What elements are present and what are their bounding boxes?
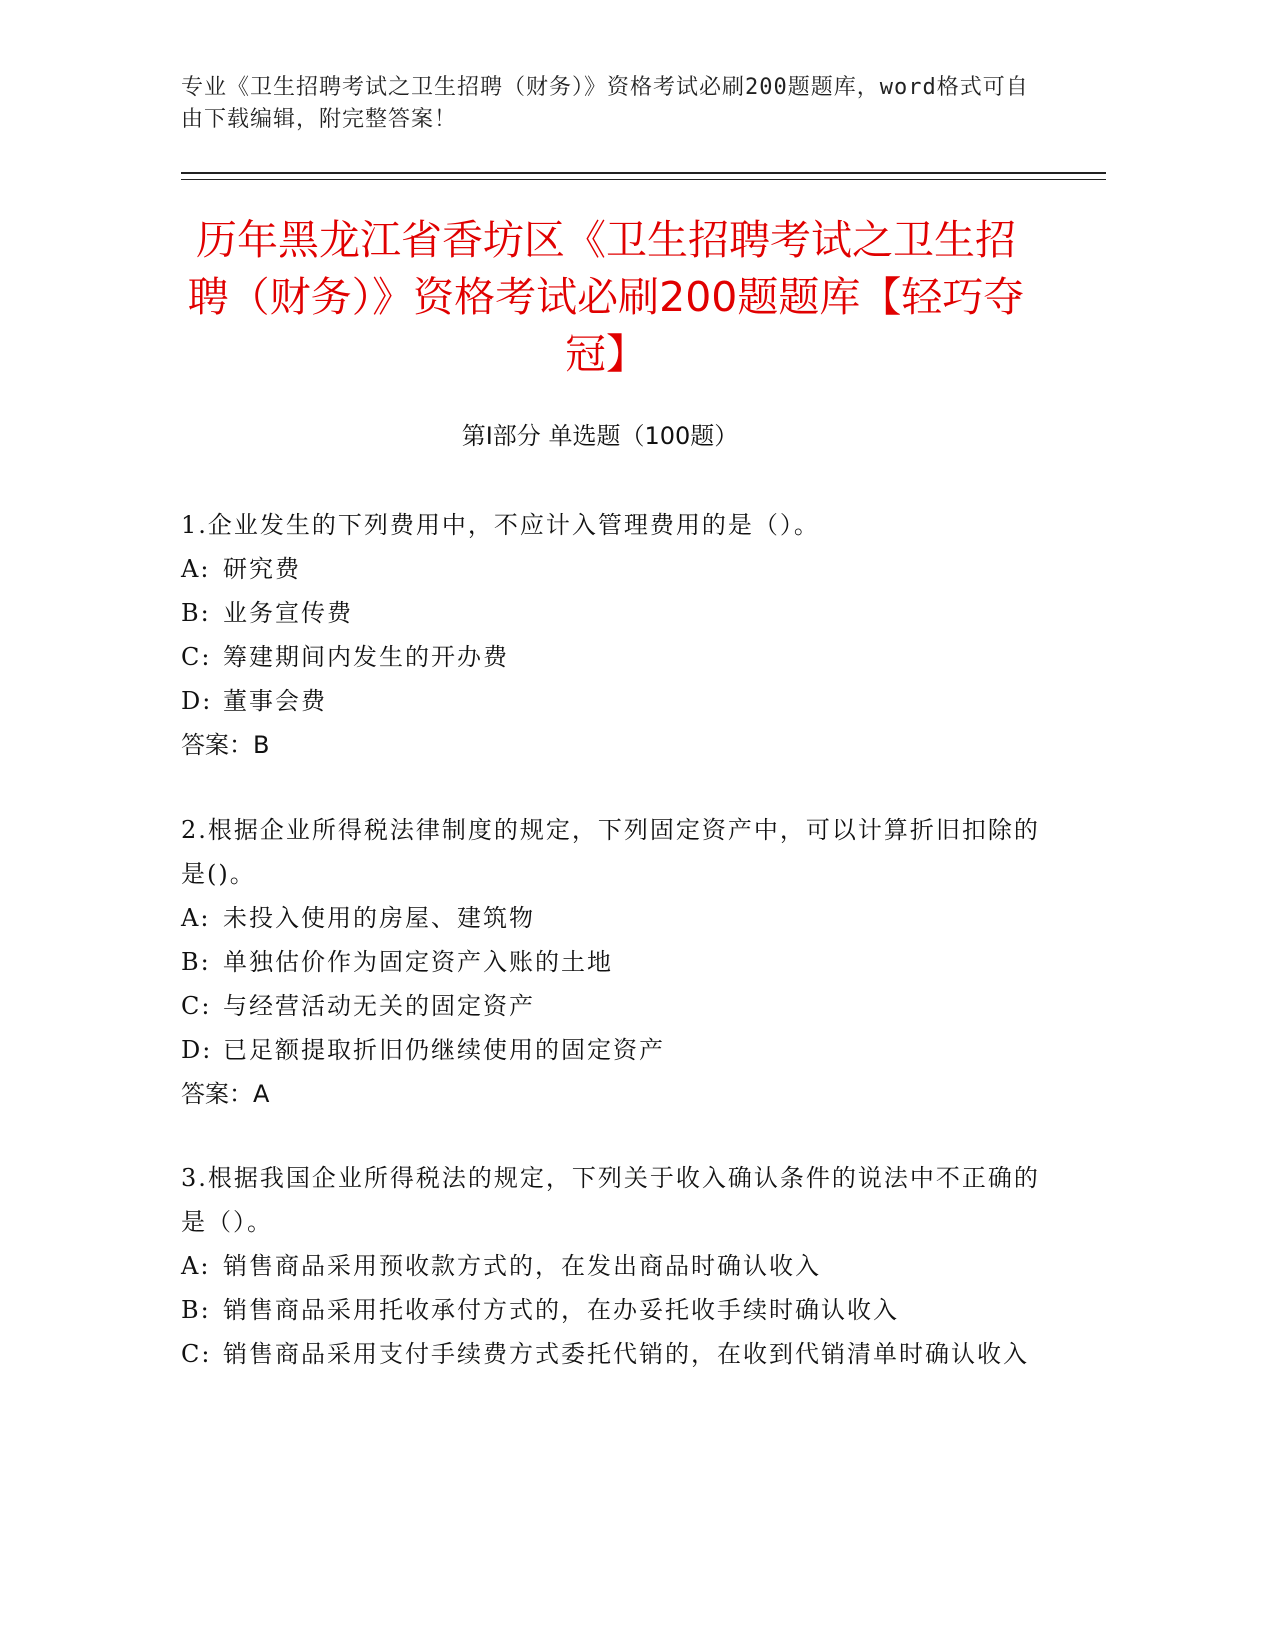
question-3 bbox=[181, 1156, 1041, 1376]
option-b bbox=[181, 591, 1041, 635]
option-text: 与经营活动无关的固定资产 bbox=[223, 992, 535, 1020]
option-text: 销售商品采用托收承付方式的，在办妥托收手续时确认收入 bbox=[223, 1296, 899, 1324]
option-text: 董事会费 bbox=[223, 687, 327, 715]
option-b bbox=[181, 940, 1041, 984]
section-title: 第I部分 单选题（100题） bbox=[461, 422, 739, 450]
question-stem: 1.企业发生的下列费用中，不应计入管理费用的是（）。 bbox=[181, 511, 820, 539]
question-stem: 2.根据企业所得税法律制度的规定，下列固定资产中，可以计算折旧扣除的是()。 bbox=[181, 816, 1040, 888]
option-text: 已足额提取折旧仍继续使用的固定资产 bbox=[223, 1036, 665, 1064]
option-letter: C: bbox=[181, 643, 212, 671]
option-letter: A: bbox=[181, 1252, 211, 1280]
option-letter: A: bbox=[181, 904, 211, 932]
option-letter: C: bbox=[181, 1340, 212, 1368]
option-text: 研究费 bbox=[223, 555, 301, 583]
option-d bbox=[181, 679, 1041, 723]
question-1 bbox=[181, 503, 1041, 767]
option-letter: C: bbox=[181, 992, 212, 1020]
option-letter: D: bbox=[181, 687, 213, 715]
header-divider-thick bbox=[181, 172, 1106, 174]
option-text: 筹建期间内发生的开办费 bbox=[223, 643, 509, 671]
document-title: 历年黑龙江省香坊区《卫生招聘考试之卫生招聘（财务）》资格考试必刷200题题库【轻巧夺冠】 bbox=[187, 216, 1025, 378]
option-letter: B: bbox=[181, 1296, 211, 1324]
header-divider-thin bbox=[181, 179, 1106, 180]
option-text: 销售商品采用预收款方式的，在发出商品时确认收入 bbox=[223, 1252, 821, 1280]
option-text: 单独估价作为固定资产入账的土地 bbox=[223, 948, 613, 976]
option-b bbox=[181, 1288, 1041, 1332]
option-d bbox=[181, 1028, 1041, 1072]
option-text: 业务宣传费 bbox=[223, 599, 353, 627]
option-a bbox=[181, 1244, 1041, 1288]
option-letter: D: bbox=[181, 1036, 213, 1064]
option-c bbox=[181, 984, 1041, 1028]
question-stem: 3.根据我国企业所得税法的规定，下列关于收入确认条件的说法中不正确的是（）。 bbox=[181, 1164, 1040, 1236]
header-note: 专业《卫生招聘考试之卫生招聘（财务）》资格考试必刷200题题库，word格式可自由下载编辑，附完整答案！ bbox=[181, 75, 1029, 132]
option-text: 销售商品采用支付手续费方式委托代销的，在收到代销清单时确认收入 bbox=[223, 1340, 1029, 1368]
option-letter: B: bbox=[181, 599, 211, 627]
question-2 bbox=[181, 808, 1041, 1116]
answer: 答案：B bbox=[181, 731, 270, 759]
option-a bbox=[181, 547, 1041, 591]
option-a bbox=[181, 896, 1041, 940]
option-letter: A: bbox=[181, 555, 211, 583]
option-letter: B: bbox=[181, 948, 211, 976]
option-text: 未投入使用的房屋、建筑物 bbox=[223, 904, 535, 932]
answer: 答案：A bbox=[181, 1080, 270, 1108]
option-c bbox=[181, 1332, 1041, 1376]
option-c bbox=[181, 635, 1041, 679]
